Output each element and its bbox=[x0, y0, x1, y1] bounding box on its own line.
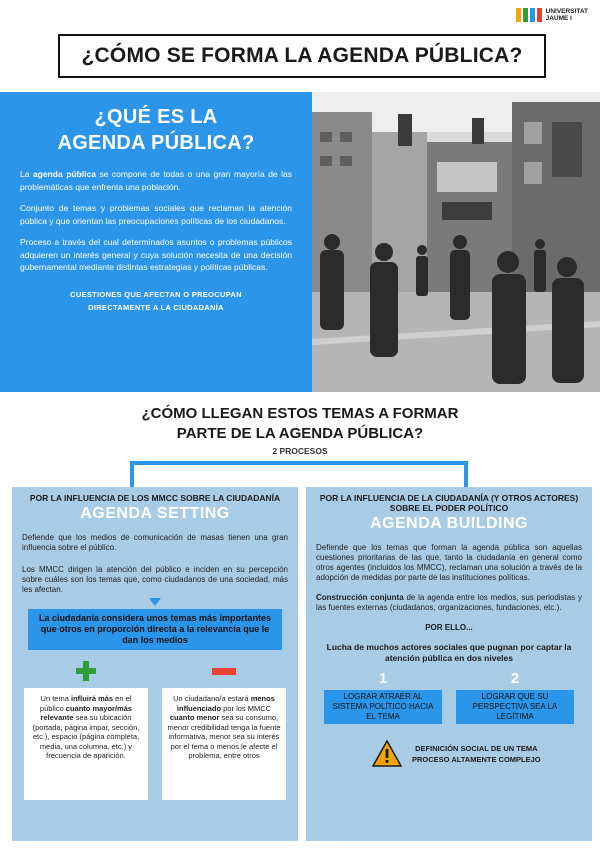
intro-heading: ¿QUÉ ES LA AGENDA PÚBLICA? bbox=[57, 106, 255, 154]
level-1-number: 1 bbox=[378, 670, 388, 687]
intro-paragraph-1: La agenda pública se compone de todas o una gran mayoría de las problemáticas que enfrenta una población. bbox=[20, 169, 292, 192]
level-1-box: LOGRAR ATRAER AL SISTEMA POLÍTICO HACIA EL TEMA bbox=[324, 690, 442, 724]
level-1 bbox=[324, 670, 442, 724]
influence-comparison bbox=[22, 660, 288, 800]
level-2 bbox=[456, 670, 574, 724]
agenda-setting-paragraph-1: Defiende que los medios de comunicación de masas tienen una gran influencia sobre el público. bbox=[22, 533, 288, 552]
plus-icon bbox=[76, 661, 96, 681]
definition-text: DEFINICIÓN SOCIAL DE UN TEMA PROCESO ALTAMENTE COMPLEJO bbox=[412, 743, 541, 764]
agenda-setting-paragraph-2: Los MMCC dirigen la atención del público e inciden en su percepción sobre cuáles son los temas que, como ciudadanos de una sociedad, más les afectan. bbox=[22, 565, 288, 594]
more-influence-box: Un tema influirá más en el público cuanto mayor/más relevante sea su ubicación (portada, página impar, sección, etc.), espacio (página completa, media, una columna, etc.) y frecuencia de aparición. bbox=[24, 688, 148, 800]
intro-tagline: CUESTIONES QUE AFECTAN O PREOCUPAN DIRECTAMENTE A LA CIUDADANÍA bbox=[70, 289, 242, 312]
processes-count-label: 2 PROCESOS bbox=[272, 446, 328, 456]
logo-text-line1: UNIVERSITAT bbox=[545, 8, 588, 15]
agenda-building-panel bbox=[306, 487, 592, 841]
process-connector-line bbox=[130, 461, 468, 487]
agenda-setting-header: POR LA INFLUENCIA DE LOS MMCC SOBRE LA CIUDADANÍA bbox=[29, 493, 281, 503]
por-ello-label: POR ELLO... bbox=[425, 623, 473, 632]
street-crowd-photo bbox=[312, 92, 600, 392]
minus-icon bbox=[212, 668, 236, 675]
page-title: ¿CÓMO SE FORMA LA AGENDA PÚBLICA? bbox=[58, 34, 546, 78]
agenda-setting-title: AGENDA SETTING bbox=[80, 505, 230, 522]
level-2-number: 2 bbox=[510, 670, 520, 687]
intro-paragraph-2: Conjunto de temas y problemas sociales que reclaman la atención pública y que orientan las preocupaciones políticas de los ciudadanos. bbox=[20, 203, 292, 226]
warning-icon bbox=[372, 740, 402, 767]
levels-row bbox=[316, 670, 582, 724]
arrow-down-icon bbox=[149, 598, 161, 606]
agenda-building-paragraph-2: Construcción conjunta de la agenda entre los medios, sus periodistas y las fuentes externas (ciudadanos, organizaciones, fundaciones, etc.). bbox=[316, 593, 582, 612]
logo-text-line2: JAUME I bbox=[545, 15, 572, 22]
intro-paragraph-3: Proceso a través del cual determinados asuntos o problemas públicos adquieren un interés general y cuya solución necesita de una decisión gubernamental mediante distintas estrategias y políticas públicas. bbox=[20, 237, 292, 272]
agenda-setting-highlight: La ciudadanía considera unos temas más importantes que otros en proporción directa a la relevancia que le dan los medios bbox=[28, 609, 282, 650]
intro-panel bbox=[0, 92, 312, 392]
struggle-text: Lucha de muchos actores sociales que pugnan por captar la atención pública en dos niveles bbox=[326, 642, 572, 663]
level-2-box: LOGRAR QUE SU PERSPECTIVA SEA LA LEGÍTIMA bbox=[456, 690, 574, 724]
agenda-building-header: POR LA INFLUENCIA DE LA CIUDADANÍA (Y OTROS ACTORES) SOBRE EL PODER POLÍTICO bbox=[319, 493, 579, 513]
section-title: ¿CÓMO LLEGAN ESTOS TEMAS A FORMAR PARTE DE LA AGENDA PÚBLICA? bbox=[141, 405, 459, 442]
university-logo bbox=[516, 8, 588, 22]
less-influence-box: Un ciudadano/a estará menos influenciado por los MMCC cuanto menor sea su consumo, menor credibilidad tenga la fuente informativa, menor sea su interés por el tema o menos le afecte el problema, entre otros bbox=[162, 688, 286, 800]
street-crowd-image bbox=[312, 92, 600, 392]
agenda-setting-panel bbox=[12, 487, 298, 841]
agenda-building-title: AGENDA BUILDING bbox=[369, 515, 528, 532]
definition-row bbox=[316, 740, 582, 767]
agenda-building-paragraph-1: Defiende que los temas que forman la agenda pública son aquellas cuestiones prioritarias de las que, tanto la ciudadanía en general como otros agentes (incluidos los MMCC), reclaman una solución a través de la adopción de medidas por parte de las instituciones políticas. bbox=[316, 543, 582, 582]
logo-mark-icon bbox=[516, 8, 542, 22]
